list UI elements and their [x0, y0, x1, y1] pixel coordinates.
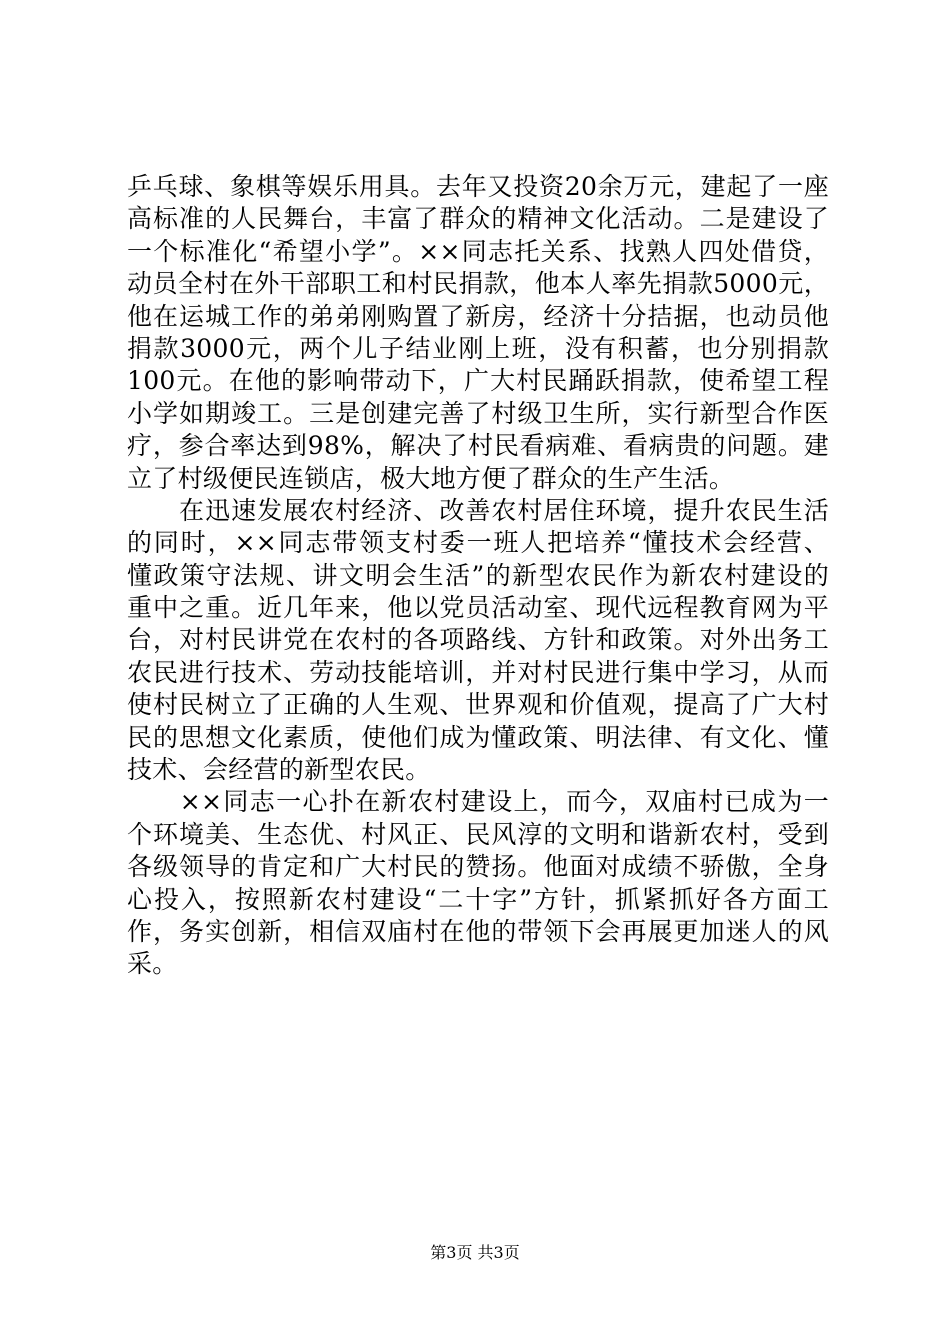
body-text	[127, 171, 829, 981]
text-line: 100元。在他的影响带动下，广大村民踊跃捐款，使希望工程	[127, 366, 829, 396]
text-line: 民的思想文化素质，使他们成为懂政策、明法律、有文化、懂	[127, 722, 829, 752]
text-line: 技术、会经营的新型农民。	[127, 755, 431, 785]
text-line: 懂政策守法规、讲文明会生活”的新型农民作为新农村建设的	[127, 560, 829, 590]
text-line: 心投入，按照新农村建设“二十字”方针，抓紧抓好各方面工	[127, 884, 829, 914]
text-line: 立了村级便民连锁店，极大地方便了群众的生产生活。	[127, 463, 735, 493]
text-line: 乒乓球、象棋等娱乐用具。去年又投资20余万元，建起了一座	[127, 172, 829, 201]
text-line: 一个标准化“希望小学”。××同志托关系、找熟人四处借贷，	[127, 236, 829, 266]
text-line: 采。	[127, 949, 178, 979]
text-line: 各级领导的肯定和广大村民的赞扬。他面对成绩不骄傲，全身	[127, 852, 829, 882]
text-line: ××同志一心扑在新农村建设上，而今，双庙村已成为一	[127, 787, 829, 817]
text-line: 疗，参合率达到98%，解决了村民看病难、看病贵的问题。建	[127, 431, 829, 461]
text-line: 作，务实创新，相信双庙村在他的带领下会再展更加迷人的风	[127, 916, 829, 946]
text-line: 农民进行技术、劳动技能培训，并对村民进行集中学习，从而	[127, 657, 829, 687]
text-line: 的同时，××同志带领支村委一班人把培养“懂技术会经营、	[127, 528, 829, 558]
text-line: 小学如期竣工。三是创建完善了村级卫生所，实行新型合作医	[127, 398, 829, 428]
page-number-footer: 第3页 共3页	[430, 1243, 520, 1262]
text-line: 个环境美、生态优、村风正、民风淳的文明和谐新农村，受到	[127, 819, 829, 849]
text-line: 捐款3000元，两个儿子结业刚上班，没有积蓄，也分别捐款	[127, 333, 829, 363]
text-line: 高标准的人民舞台，丰富了群众的精神文化活动。二是建设了	[127, 204, 829, 234]
text-line: 使村民树立了正确的人生观、世界观和价值观，提高了广大村	[127, 690, 829, 720]
text-line: 台，对村民讲党在农村的各项路线、方针和政策。对外出务工	[127, 625, 829, 655]
text-line: 他在运城工作的弟弟刚购置了新房，经济十分拮据，也动员他	[127, 301, 829, 331]
text-line: 重中之重。近几年来，他以党员活动室、现代远程教育网为平	[127, 593, 829, 623]
text-line: 在迅速发展农村经济、改善农村居住环境，提升农民生活	[127, 495, 829, 525]
text-line: 动员全村在外干部职工和村民捐款，他本人率先捐款5000元，	[127, 269, 829, 299]
